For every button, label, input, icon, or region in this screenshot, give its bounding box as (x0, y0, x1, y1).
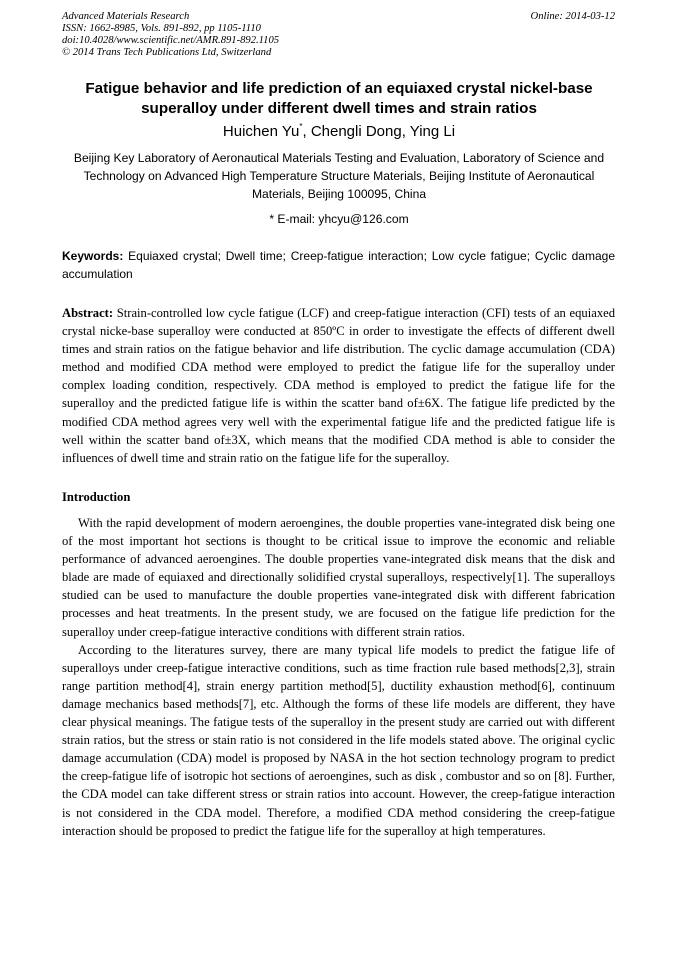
abstract-section (62, 304, 615, 467)
doi-line[interactable]: doi:10.4028/www.scientific.net/AMR.891-892.1105 (62, 35, 280, 46)
title-line-2: superalloy under different dwell times and strain ratios (141, 100, 537, 117)
affiliation-line-2: Technology on Advanced High Temperature Structure Materials, Beijing Institute of Aeronautical (83, 169, 595, 183)
copyright-line: © 2014 Trans Tech Publications Ltd, Switzerland (62, 47, 272, 58)
corresponding-author-mark: * (299, 122, 303, 131)
author-1: Huichen Yu (222, 123, 300, 140)
intro-paragraph: With the rapid development of modern aeroengines, the double properties vane-integrated disk being one of the most important hot sections is thought to be critical issue to improve the economic and reliable performance of advanced aeroengines. The double properties vane-integrated disk means that the disk and blade are made of equiaxed and directionally solidified crystal superalloys, respectively[1]. The superalloys studied can be used to manufacture the double properties vane-integrated disk with different fabrication processes and heat treatments. In the present study, we are focused on the fatigue life prediction for the superalloy under creep-fatigue interactive conditions with different strain ratios. (62, 516, 615, 639)
introduction-heading: Introduction (62, 490, 131, 504)
keywords-label: Keywords: (62, 249, 124, 263)
affiliation-line-3: Materials, Beijing 100095, China (251, 187, 427, 201)
abstract-text: Strain-controlled low cycle fatigue (LCF) and creep-fatigue interaction (CFI) tests of an equiaxed crystal nicke-base superalloy were conducted at 850ºC in order to investigate the effects of different dwell times and strain ratios on the fatigue behavior and life distribution. The cyclic damage accumulation (CDA) method and modified CDA method were employed to predict the fatigue life for the superalloy under complex loading condition, respectively. CDA method is employed to predict the fatigue life for the superalloy and the predicted fatigue life is within the scatter band of±6X. The fatigue life predicted by the modified CDA method agrees very well with the experimental fatigue life and the predicted fatigue life is well within the scatter band of±3X, which means that the modified CDA method is able to consider the influences of dwell time and strain ratio on the fatigue life for the superalloy. (62, 306, 615, 465)
contact-email[interactable]: * E-mail: yhcyu@126.com (269, 212, 409, 226)
title-line-1: Fatigue behavior and life prediction of an equiaxed crystal nickel-base (85, 80, 593, 97)
intro-paragraph: According to the literatures survey, there are many typical life models to predict the fatigue life of superalloys under creep-fatigue interactive conditions, such as time fraction rule based methods[2,3], strain range partition method[4], strain energy partition method[5], ductility exhaustion method[6], continuum damage mechanics based methods[7], etc. Although the forms of these life models are different, they have clear physical meanings. The fatigue tests of the superalloy in the present study are carried out with different strain ratios, but the stress or stain ratio is not considered in the life models stated above. The original cyclic damage accumulation (CDA) model is proposed by NASA in the hot section technology program to predict the creep-fatigue life of isotropic hot sections of aeroengines, such as disk , combustor and so on [8]. Further, the CDA model can take different stress or strain ratios into account. However, the creep-fatigue interaction is not considered in the CDA model. Therefore, a modified CDA method considering the creep-fatigue interaction should be proposed to predict the fatigue life for the superalloy at high temperatures. (62, 642, 615, 838)
journal-name: Advanced Materials Research (62, 11, 190, 22)
affiliation (56, 149, 622, 203)
online-date: Online: 2014-03-12 (530, 11, 615, 22)
affiliation-line-1: Beijing Key Laboratory of Aeronautical Materials Testing and Evaluation, Laboratory of Science and (73, 151, 605, 165)
keywords-section (62, 247, 615, 283)
other-authors: , Chengli Dong, Ying Li (302, 123, 456, 140)
author-list (40, 122, 638, 142)
journal-header (62, 11, 422, 59)
abstract-label: Abstract: (62, 306, 114, 320)
paper-title (40, 79, 638, 119)
introduction-body (62, 514, 615, 840)
keywords-text: Equiaxed crystal; Dwell time; Creep-fatigue interaction; Low cycle fatigue; Cyclic damage accumulation (62, 249, 615, 281)
issn-line: ISSN: 1662-8985, Vols. 891-892, pp 1105-1110 (62, 23, 261, 34)
